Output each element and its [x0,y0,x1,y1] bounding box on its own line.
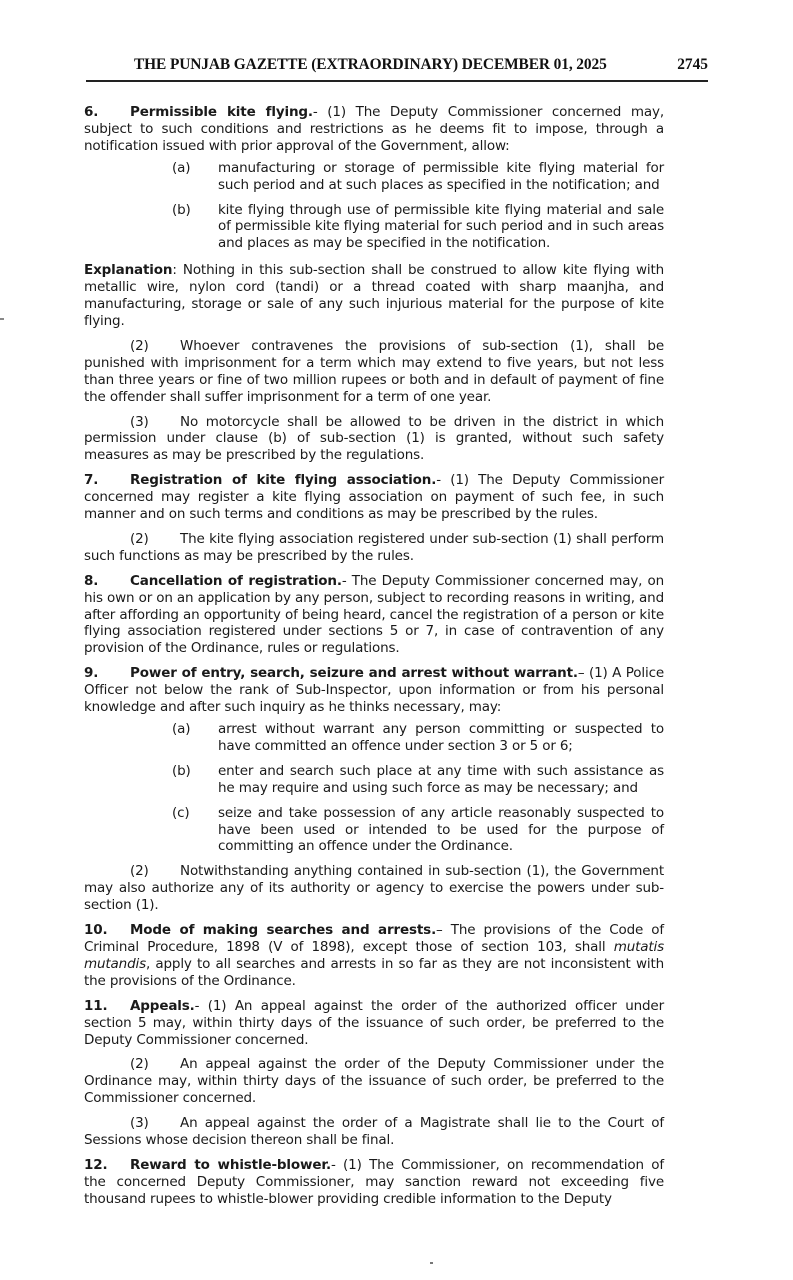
section-text: - (1) The Deputy Commissioner concerned may, subject to such conditions and restrictions as he deems fit to impose, through a notification issued with prior approval of the Government, allow: [84,104,664,154]
section-heading: Reward to whistle-blower. [130,1156,331,1173]
clause-label: (b) [172,762,191,779]
subsection-text: The kite flying association registered under sub-section (1) shall perform such functions as may be prescribed by the rules. [84,530,664,564]
subsection-text: Whoever contravenes the provisions of sub-section (1), shall be punished with imprisonment for a term which may extend to five years, but not less than three years or fine of two million rupees or both and in default of payment of fine the offender shall suffer imprisonment for a term of one year. [84,337,664,405]
subsection-number: (2) [130,337,149,354]
subsection-number: (3) [130,1115,149,1132]
section-number: 9. [84,665,99,682]
clause-item [172,805,664,856]
section-heading: Power of entry, search, seizure and arrest without warrant. [130,665,578,682]
subsection-number: (2) [130,863,149,880]
section-number: 12. [84,1156,108,1173]
subsection-text: An appeal against the order of the Deputy Commissioner under the Ordinance may, within thirty days of the issuance of such order, be preferred to the Commissioner concerned. [84,1056,664,1107]
clause-item [172,763,664,797]
clause-item [172,721,664,755]
clause-label: (a) [172,159,191,176]
clause-text: enter and search such place at any time with such assistance as he may require and using such force as may be necessary; and [218,762,664,796]
section-11 [84,998,664,1049]
section-number: 7. [84,472,99,489]
section-number: 11. [84,997,108,1014]
clause-label: (a) [172,721,191,737]
explanation [84,262,664,330]
section-text: - (1) An appeal against the order of the authorized officer under section 5 may, within thirty days of the issuance of such order, be preferred to the Deputy Commissioner concerned. [84,997,664,1048]
subsection-number: (2) [130,530,149,547]
section-text: , apply to all searches and arrests in so far as they are not inconsistent with the provisions of the Ordinance. [84,955,664,989]
subsection-number: (2) [130,1056,149,1073]
explanation-label: Explanation [84,262,173,279]
subsection-number: (3) [130,413,149,430]
clause-text: arrest without warrant any person committing or suspected to have committed an offence under section 3 or 5 or 6; [218,721,664,754]
subsection-text: Notwithstanding anything contained in sub-section (1), the Government may also authorize any of its authority or agency to exercise the powers under sub-section (1). [84,863,664,914]
scan-mark [0,318,4,320]
subsection [84,863,664,914]
section-7 [84,472,664,523]
clause-item [172,160,664,194]
section-heading: Mode of making searches and arrests. [130,922,437,939]
section-6 [84,104,664,155]
section-8 [84,573,664,658]
section-text: – The provisions of the Code of Criminal Procedure, 1898 (V of 1898), except those of section 103, shall [84,922,664,955]
section-number: 10. [84,922,108,939]
section-heading: Cancellation of registration. [130,572,342,589]
clause-label: (c) [172,804,190,821]
clause-item [172,202,664,253]
explanation-text: : Nothing in this sub-section shall be construed to allow kite flying with metallic wire, nylon cord (tandi) or a thread coated with sharp maanjha, and manufacturing, storage or sale of any such injurious material for the purpose of kite flying. [84,262,664,329]
clause-text: seize and take possession of any article reasonably suspected to have been used or intended to be used for the purpose of committing an offence under the Ordinance. [218,804,664,855]
subsection [84,414,664,465]
section-text: - The Deputy Commissioner concerned may, on his own or on an application by any person, subject to recording reasons in writing, and after affording an opportunity of being heard, cancel the registration of a person or kite flying association registered under sections 5 or 7, in case of contravention of any provision of the Ordinance, rules or regulations. [84,572,664,657]
clause-text: kite flying through use of permissible kite flying material and sale of permissible kite flying material for such period and in such areas and places as may be specified in the notification. [218,201,664,252]
page-number: 2745 [677,56,708,73]
section-text: - (1) The Commissioner, on recommendation of the concerned Deputy Commissioner, may sanction reward not exceeding five thousand rupees to whistle-blower providing credible information to the Deputy [84,1156,664,1207]
scan-smudge [430,1262,433,1264]
section-text: – (1) A Police Officer not below the rank of Sub-Inspector, upon information or from his personal knowledge and after such inquiry as he thinks necessary, may: [84,665,664,716]
gazette-title: THE PUNJAB GAZETTE (EXTRAORDINARY) DECEMBER 01, 2025 [134,56,607,73]
section-text: - (1) The Deputy Commissioner concerned may register a kite flying association on payment of such fee, in such manner and on such terms and conditions as may be prescribed by the rules. [84,472,664,523]
clause-text: manufacturing or storage of permissible kite flying material for such period and at such places as specified in the notification; and [218,159,664,193]
header-rule [86,80,708,82]
section-number: 6. [84,104,99,120]
subsection [84,531,664,565]
section-heading: Appeals. [130,997,195,1014]
subsection-text: No motorcycle shall be allowed to be driven in the district in which permission under clause (b) of sub-section (1) is granted, without such safety measures as may be prescribed by the regulations. [84,413,664,464]
subsection [84,1056,664,1107]
clause-label: (b) [172,201,191,218]
section-9 [84,665,664,716]
latin-phrase: mutatis mutandis [84,938,664,972]
page-header [86,56,706,74]
section-heading: Permissible kite flying. [130,104,313,120]
section-heading: Registration of kite flying association. [130,472,437,489]
subsection-text: An appeal against the order of a Magistrate shall lie to the Court of Sessions whose decision thereon shall be final. [84,1115,664,1149]
subsection [84,338,664,406]
section-12 [84,1157,664,1208]
section-number: 8. [84,572,99,589]
subsection [84,1115,664,1149]
section-10 [84,922,664,990]
document-body [84,104,664,1216]
